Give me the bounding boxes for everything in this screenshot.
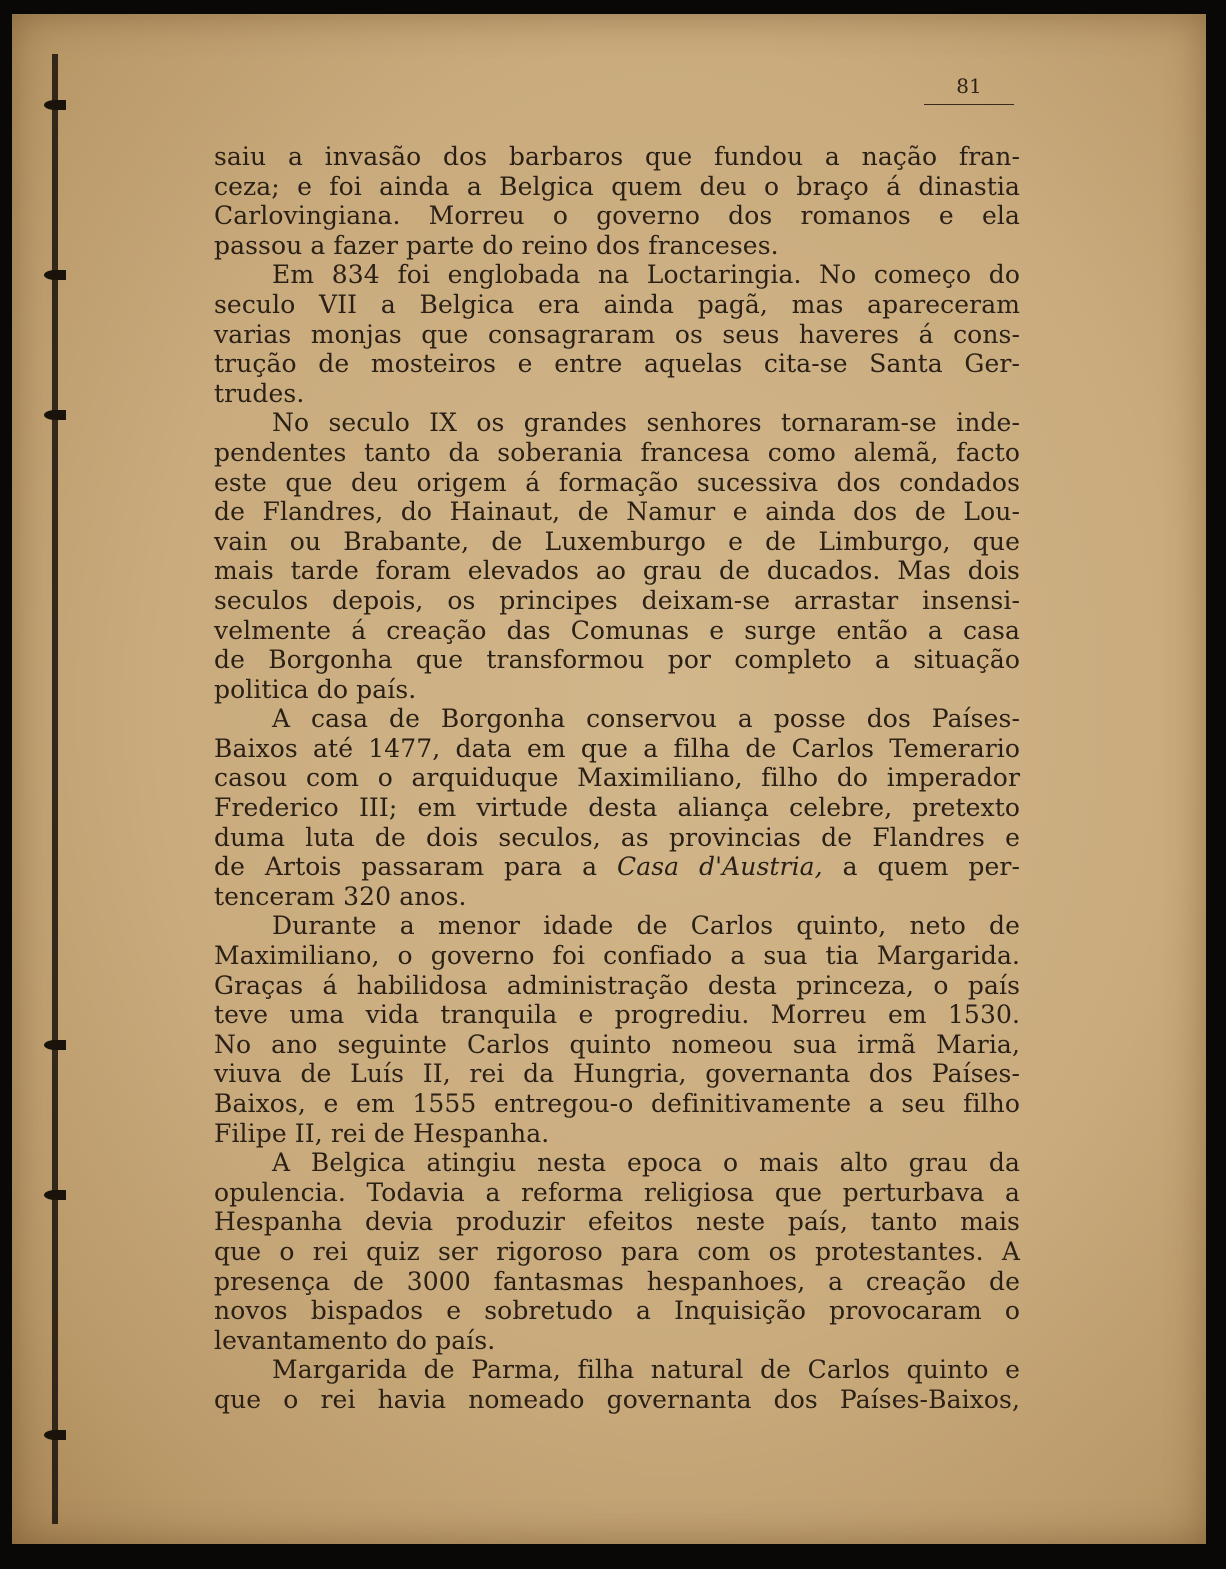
text-line: Filipe II, rei de Hespanha. <box>214 1118 550 1148</box>
text-line: politica do país. <box>214 674 417 704</box>
text-line: Graças á habilidosa administração desta princeza, o país <box>214 970 1020 1000</box>
text-line: duma luta de dois seculos, as provincias de Flandres e <box>214 822 1020 852</box>
text-line: trução de mosteiros e entre aquelas cita-se Santa Ger- <box>214 349 1020 379</box>
text-line: pendentes tanto da soberania francesa como alemã, facto <box>214 437 1020 467</box>
text-line: trudes. <box>214 378 305 408</box>
text-line: ceza; e foi ainda a Belgica quem deu o braço á dinastia <box>214 171 1020 201</box>
text-line: seculo VII a Belgica era ainda pagã, mas apareceram <box>214 289 1020 319</box>
text-line: Maximiliano, o governo foi confiado a sua tia Margarida. <box>214 941 1020 971</box>
binding-stitch <box>44 1190 66 1200</box>
text-line: Carlovingiana. Morreu o governo dos romanos e ela <box>214 201 1020 231</box>
text-line: de Borgonha que transformou por completo a situação <box>214 645 1020 675</box>
text-line: Frederico III; em virtude desta aliança celebre, pretexto <box>214 793 1020 823</box>
text-line: passou a fazer parte do reino dos franceses. <box>214 230 779 260</box>
text-line: tenceram 320 anos. <box>214 881 467 911</box>
text-line: que o rei quiz ser rigoroso para com os protestantes. A <box>214 1236 1020 1266</box>
text-line: vain ou Brabante, de Luxemburgo e de Limburgo, que <box>214 526 1020 556</box>
text-line: levantamento do país. <box>214 1325 496 1355</box>
text-line: A Belgica atingiu nesta epoca o mais alto grau da <box>272 1148 1020 1178</box>
binding-stitch <box>44 1040 66 1050</box>
body-text <box>214 142 1020 1415</box>
binding-stitch <box>44 270 66 280</box>
binding-stitch <box>44 1430 66 1440</box>
text-line: saiu a invasão dos barbaros que fundou a nação fran- <box>214 142 1020 171</box>
page-number: 81 <box>956 74 982 98</box>
text-line: Baixos até 1477, data em que a filha de Carlos Temerario <box>214 733 1020 763</box>
text-line: Baixos, e em 1555 entregou-o definitivamente a seu filho <box>214 1089 1020 1118</box>
text-line-mixed <box>214 852 1020 882</box>
text-line: velmente á creação das Comunas e surge então a casa <box>214 615 1020 645</box>
text-line: varias monjas que consagraram os seus haveres á cons- <box>214 319 1020 349</box>
text-line: casou com o arquiduque Maximiliano, filho do imperador <box>214 763 1020 793</box>
text-line: Em 834 foi englobada na Loctaringia. No começo do <box>272 260 1020 290</box>
text-line: No ano seguinte Carlos quinto nomeou sua irmã Maria, <box>214 1029 1020 1059</box>
page-number-rule <box>924 104 1014 105</box>
italic-title: Casa d'Austria, <box>616 852 823 882</box>
text-line: este que deu origem á formação sucessiva dos condados <box>214 467 1020 497</box>
text-line: Durante a menor idade de Carlos quinto, neto de <box>272 911 1020 941</box>
text-line: de Flandres, do Hainaut, de Namur e ainda dos de Lou- <box>214 497 1020 527</box>
text-line: A casa de Borgonha conservou a posse dos Países- <box>272 704 1020 734</box>
text-line: Margarida de Parma, filha natural de Carlos quinto e <box>272 1355 1020 1385</box>
text-line: presença de 3000 fantasmas hespanhoes, a creação de <box>214 1266 1020 1296</box>
text-line: viuva de Luís II, rei da Hungria, governanta dos Países- <box>214 1059 1020 1089</box>
text-line: teve uma vida tranquila e progrediu. Morreu em 1530. <box>214 1000 1020 1030</box>
text-line: No seculo IX os grandes senhores tornaram-se inde- <box>272 408 1020 438</box>
text-line: que o rei havia nomeado governanta dos Países-Baixos, <box>214 1384 1020 1414</box>
text-line: novos bispados e sobretudo a Inquisição provocaram o <box>214 1296 1020 1326</box>
text-line: mais tarde foram elevados ao grau de ducados. Mas dois <box>214 556 1020 586</box>
text-line: seculos depois, os principes deixam-se arrastar insensi- <box>214 585 1020 615</box>
text-segment: de Artois passaram para a <box>214 852 617 882</box>
binding-stitch <box>44 410 66 420</box>
binding-stitch <box>44 100 66 110</box>
text-line: Hespanha devia produzir efeitos neste país, tanto mais <box>214 1207 1020 1237</box>
text-line: opulencia. Todavia a reforma religiosa que perturbava a <box>214 1177 1020 1207</box>
text-segment: a quem per- <box>822 852 1021 882</box>
